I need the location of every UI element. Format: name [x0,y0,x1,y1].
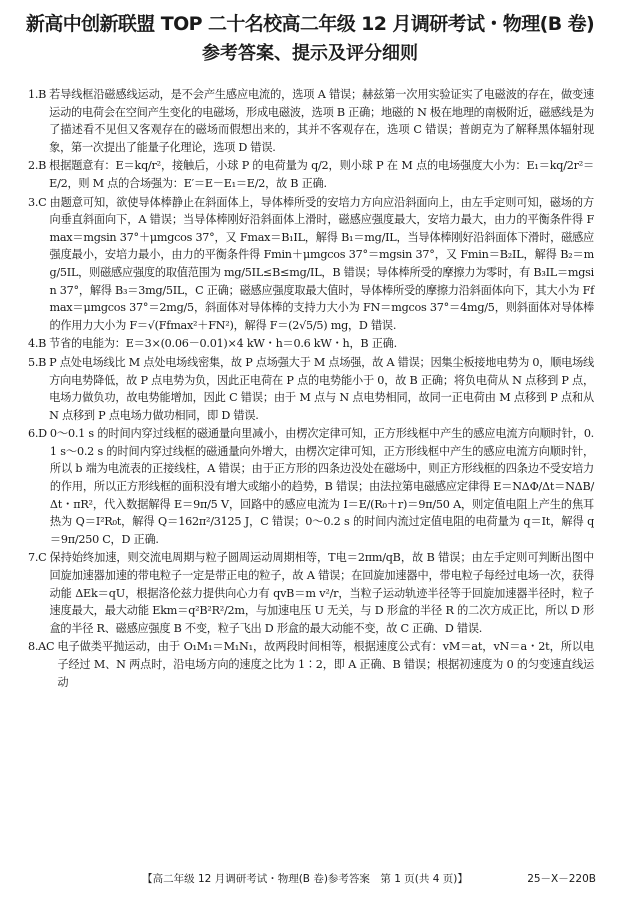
answer-item-7 [28,549,594,637]
answer-explanation: 0～0.1 s 的时间内穿过线框的磁通量向里减小，由楞次定律可知，正方形线框中产生的感应电流方向顺时针，0.1 s～0.2 s 的时间内穿过线框的磁通量向外增大，由楞次定律可知，正方形线框中产生的感应电流方向顺时针，所以 b 端为电流表的正接线柱，A 错误；由于正方形的四条边没处在磁场中，则正方形线框的四条边不受安培力的作用，所以正方形线框的面积没有增大或缩小的趋势，B 错误；由法拉第电磁感应定律得 E＝NΔΦ/Δt＝NΔB/Δt・πR²，代入数据解得 E＝9π/5 V，回路中的感应电流为 I＝E/(R₀＋r)＝9π/50 A，则定值电阻上产生的焦耳热为 Q＝I²R₀t，解得 Q＝162π²/3125 J，C 错误；0～0.2 s 的时间内流过定值电阻的电荷量为 q＝It，解得 q＝9π/250 C，D 正确. [49,427,594,546]
answer-item-3 [28,194,594,335]
answer-item-2 [28,157,594,192]
answer-number: 5.B [28,355,47,369]
answer-number: 4.B [28,337,47,351]
footer-page-info: 【高二年级 12 月调研考试・物理(B 卷)参考答案 第 1 页(共 4 页)】 [142,873,468,885]
answer-number: 7.C [28,551,47,565]
answer-item-1 [28,86,594,156]
answer-item-4 [28,335,594,353]
answer-number: 3.C [28,195,47,209]
answer-explanation: 节省的电能为：E＝3×(0.06－0.01)×4 kW・h＝0.6 kW・h，B 正确. [49,337,397,351]
answer-explanation: 根据题意有：E＝kq/r²，接触后，小球 P 的电荷量为 q/2，则小球 P 在 M 点的电场强度大小为：E₁＝kq/2r²＝E/2，则 M 点的合场强为：E′＝E－E₁＝E/2，故 B 正确. [49,159,594,190]
answer-explanation: P 点处电场线比 M 点处电场线密集，故 P 点场强大于 M 点场强，故 A 错误；因集尘板接地电势为 0，顺电场线方向电势降低，故 P 点电势为负，因此正电荷在 P 点的电势能小于 0，故 B 正确；将负电荷从 N 点移到 P 点，电场力做负功，故电势能增加，因此 C 错误；由于 M 点与 N 点电势相同，故同一正电荷由 M 点移到 P 点和从 N 点移到 P 点电场力做功相同，即 D 错误. [49,355,594,422]
answer-explanation: 若导线框沿磁感线运动，是不会产生感应电流的，选项 A 错误；赫兹第一次用实验证实了电磁波的存在，做变速运动的电荷会在空间产生变化的电磁场，形成电磁波，选项 B 正确；地磁的 N 极在地理的南极附近，磁感线是为了描述看不见但又客观存在的磁场而假想出来的，其并不客观存在，选项 C 错误；普朗克为了解释黑体辐射现象，第一次提出了能量子化理论，选项 D 错误. [49,88,594,154]
page-title: 新高中创新联盟 TOP 二十名校高二年级 12 月调研考试・物理(B 卷) [25,13,595,35]
answer-explanation: 电子做类平抛运动，由于 O₁M₁＝M₁N₁，故两段时间相等，根据速度公式有：vM＝at，vN＝a・2t，所以电子经过 M、N 两点时，沿电场方向的速度之比为 1∶2，即 A 正确、B 错误；根据初速度为 0 的匀变速直线运动 [57,640,594,689]
answer-item-8 [28,638,594,691]
footer-exam-code: 25－X－220B [527,873,596,885]
answer-number: 1.B [28,88,47,101]
answer-explanation: 保持始终加速，则交流电周期与粒子圆周运动周期相等，T电＝2πm/qB，故 B 错误；由左手定则可判断出图中回旋加速器加速的带电粒子一定是带正电的粒子，故 A 错误；在回旋加速器中，带电粒子每经过电场一次，获得动能 ΔEk＝qU，根据洛伦兹力提供向心力有 qvB＝m v²/r，当粒子运动轨迹半径等于回旋加速器半径时，粒子速度最大，最大动能 Ekm＝q²B²R²/2m，与加速电压 U 无关，与 D 形盒的半径 R 的二次方成正比，所以 D 形盒的半径 R、磁感应强度 B 不变，粒子飞出 D 形盒的最大动能不变，故 C 正确、D 错误. [49,551,594,635]
answer-number: 8.AC [28,640,55,654]
answer-list [28,86,594,692]
answer-item-6 [28,425,594,548]
answer-number: 6.D [28,427,47,441]
page-footer [0,868,620,890]
page-subtitle: 参考答案、提示及评分细则 [202,43,418,64]
answer-item-5 [28,354,594,424]
answer-number: 2.B [28,159,47,173]
answer-explanation: 由题意可知，欲使导体棒静止在斜面体上，导体棒所受的安培力方向应沿斜面向上，由左手定则可知，磁场的方向垂直斜面向下，A 错误；当导体棒刚好沿斜面体上滑时，磁感应强度最大，安培力最大，由力的平衡条件得 Fmax＝mgsin 37°＋μmgcos 37°，又 Fmax＝B₁IL，解得 B₁＝mg/IL，当导体棒刚好沿斜面体下滑时，磁感应强度最小，安培力最小，由力的平衡条件得 Fmin＋μmgcos 37°＝mgsin 37°，又 Fmin＝B₂IL，解得 B₂＝mg/5IL，则磁感应强度的取值范围为 mg/5IL≤B≤mg/IL，B 错误；导体棒所受的摩擦力为零时，有 B₃IL＝mgsin 37°，解得 B₃＝3mg/5IL，C 正确；磁感应强度取最大值时，导体棒所受的摩擦力沿斜面体向下，其大小为 Ffmax＝μmgcos 37°＝2mg/5，斜面体对导体棒的支持力大小为 FN＝mgcos 37°＝4mg/5，则斜面体对导体棒的作用力大小为 F＝√(Ffmax²＋FN²)，解得 F＝(2√5/5) mg，D 错误. [49,195,594,332]
